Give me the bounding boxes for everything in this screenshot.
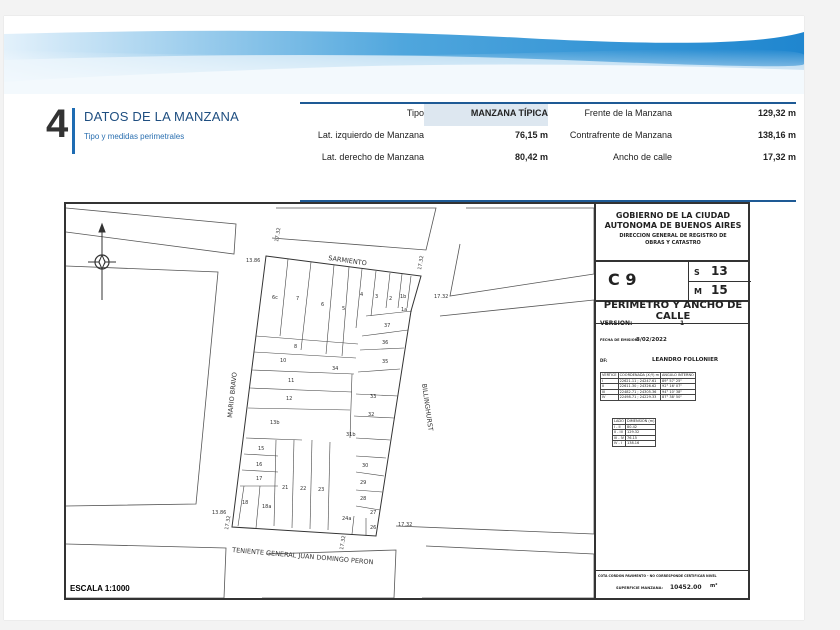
seccion-label: S [694,268,700,277]
parcel-label: 33 [370,394,377,400]
info-row-2 [300,126,796,146]
df-value: LEANDRO FOLLONIER [652,357,719,363]
ancho-label: Ancho de calle [612,152,672,162]
parcel-label: 22 [300,486,307,492]
df-label: DF: [600,358,608,363]
table-cell: 92° 16' 07" [661,384,696,390]
street-name-top: SARMIENTO [327,254,368,268]
vertices-table [600,372,696,401]
fecha-value: 8/02/2022 [636,337,667,343]
street-width-label: 13.86 [246,258,261,264]
lat-der-label: Lat. derecho de Manzana [321,152,424,162]
lado-header: DIMENSION (m) [627,419,655,423]
parcel-label: 1b [400,294,407,300]
ancho-value: 17,32 m [762,152,796,162]
parcel-label: 11 [288,378,295,384]
superficie-unit: m² [710,583,718,589]
parcel-label: 17 [256,476,263,482]
street-width-label: 17.32 [224,515,233,531]
manzana-label: M [694,287,702,296]
parcel-label: 28 [360,496,367,502]
parcel-label: 18 [242,500,249,506]
table-cell: IV [601,395,619,401]
table-cell: 22611.30 ; 24326.62 [618,384,660,390]
circunscription-box [596,260,750,302]
parcel-label: 5 [342,306,346,312]
parcel-label: 1a [401,307,408,313]
tipo-label: Tipo [406,108,424,118]
footer-divider [596,570,750,571]
section-subtitle: Tipo y medidas perimetrales [84,132,185,141]
table-cell: II [601,384,619,390]
parcel-label: 26 [370,525,377,531]
section-divider [72,108,75,154]
parcel-label: 2 [389,296,393,302]
street-width-label: 17.32 [417,255,426,271]
table-cell: 129.32 [626,430,656,436]
frente-label: Frente de la Manzana [584,108,672,118]
superficie-label: SUPERFICIE MANZANA: [616,586,663,590]
table-cell: 80.42 [626,424,656,430]
version-value: 1 [680,320,685,327]
manzana-box [688,281,751,300]
vert-header: COORDENADA (X;Y) m [619,373,660,377]
street-name-bottom: TENIENTE GENERAL JUAN DOMINGO PERON [231,546,374,567]
table-cell: III - IV [614,435,625,440]
parcel-label: 30 [362,463,369,469]
table-cell: 22482.71 ; 24305.36 [618,389,660,395]
circunscription-value: C 9 [608,270,637,289]
header-wave-banner [4,30,804,94]
table-cell: 138.16 [626,441,656,447]
lat-der-value: 80,42 m [514,152,548,162]
parcel-label: 32 [368,412,375,418]
parcel-label: 18a [262,504,272,510]
parcel-label: 4 [360,292,364,298]
table-cell: 89° 57' 25" [661,378,696,384]
parcel-label: 37 [384,323,391,329]
parcel-label: 15 [258,446,265,452]
block-info-table [300,102,796,202]
tipo-value: MANZANA TÍPICA [470,108,548,118]
table-cell: I - II [613,424,626,430]
table-cell: III [601,389,619,395]
table-cell: 76.15 [626,435,656,441]
vert-header: VERTICE [602,373,617,377]
parcel-label: 21 [282,485,289,491]
seccion-value: 13 [711,264,728,278]
document-page [4,16,804,620]
table-cell: 22621.11 ; 24247.61 [618,378,660,384]
table-cell: IV - I [613,441,626,447]
frente-value: 129,32 m [757,108,796,118]
lat-izq-label: Lat. izquierdo de Manzana [317,130,424,140]
parcel-label: 27 [370,510,377,516]
scale-label: ESCALA 1:1000 [70,584,130,593]
parcel-label: 16 [256,462,263,468]
parcel-label: 31b [346,432,356,438]
street-width-label: 13.86 [212,510,227,516]
parcel-label: 35 [382,359,389,365]
dir-line-1: DIRECCION GENERAL DE REGISTRO DE [619,233,727,239]
title-block [594,204,750,598]
parcel-label: 29 [360,480,367,486]
gov-line-1: GOBIERNO DE LA CIUDAD [615,211,731,220]
lat-izq-value: 76,15 m [514,130,548,140]
cadastral-plan [64,202,750,600]
parcel-label: 8 [294,344,298,350]
parcel-label: 12 [286,396,293,402]
contrafrente-label: Contrafrente de Manzana [569,130,672,140]
parcel-label: 10 [280,358,287,364]
parcel-label: 36 [382,340,389,346]
parcel-label: 24a [342,516,352,522]
cota-note: COTA CORDON PAVIMENTO - NO CORRESPONDE CERTIFICAR NIVEL [598,574,717,578]
street-name-right: BILLINGHURST [420,383,435,432]
seccion-box [688,262,751,282]
section-number: 4 [46,102,69,146]
gov-line-2: AUTONOMA DE BUENOS AIRES [604,221,742,230]
street-width-label: 17.32 [339,535,348,551]
fecha-label: FECHA DE EMISION: [600,338,640,342]
manzana-value: 15 [711,283,728,297]
vert-header: ANGULO INTERNO [662,373,694,377]
parcel-label: 3 [375,294,379,300]
version-label: VERSION: [600,320,633,327]
parcel-label: 7 [296,296,300,302]
table-cell: 94° 10' 38" [661,389,696,395]
table-cell: I [601,378,619,384]
section-title: DATOS DE LA MANZANA [84,109,240,124]
dir-line-2: OBRAS Y CATASTRO [645,240,701,246]
table-cell: 22498.71 ; 24229.33 [618,395,660,401]
parcel-label: 6c [272,295,278,301]
parcel-label: 13b [270,420,280,426]
lados-table [612,418,656,447]
street-width-label: 17.32 [274,227,283,243]
table-cell: II - III [613,430,626,436]
info-row-3 [300,148,796,168]
contrafrente-value: 138,16 m [757,130,796,140]
parcel-label: 34 [332,366,339,372]
parcel-label: 6 [321,302,325,308]
table-cell: 87° 38' 50" [661,395,696,401]
plan-drawing [66,204,594,598]
parcel-label: 23 [318,487,325,493]
info-row-1 [300,104,796,124]
street-width-label: 17.32 [398,522,413,528]
plan-title: PERIMETRO Y ANCHO DE CALLE [596,300,750,324]
street-name-left: MARIO BRAVO [226,371,239,419]
lado-header: LADO [614,419,624,423]
superficie-value: 10452.00 [670,584,702,591]
street-width-label: 17.32 [434,294,449,300]
